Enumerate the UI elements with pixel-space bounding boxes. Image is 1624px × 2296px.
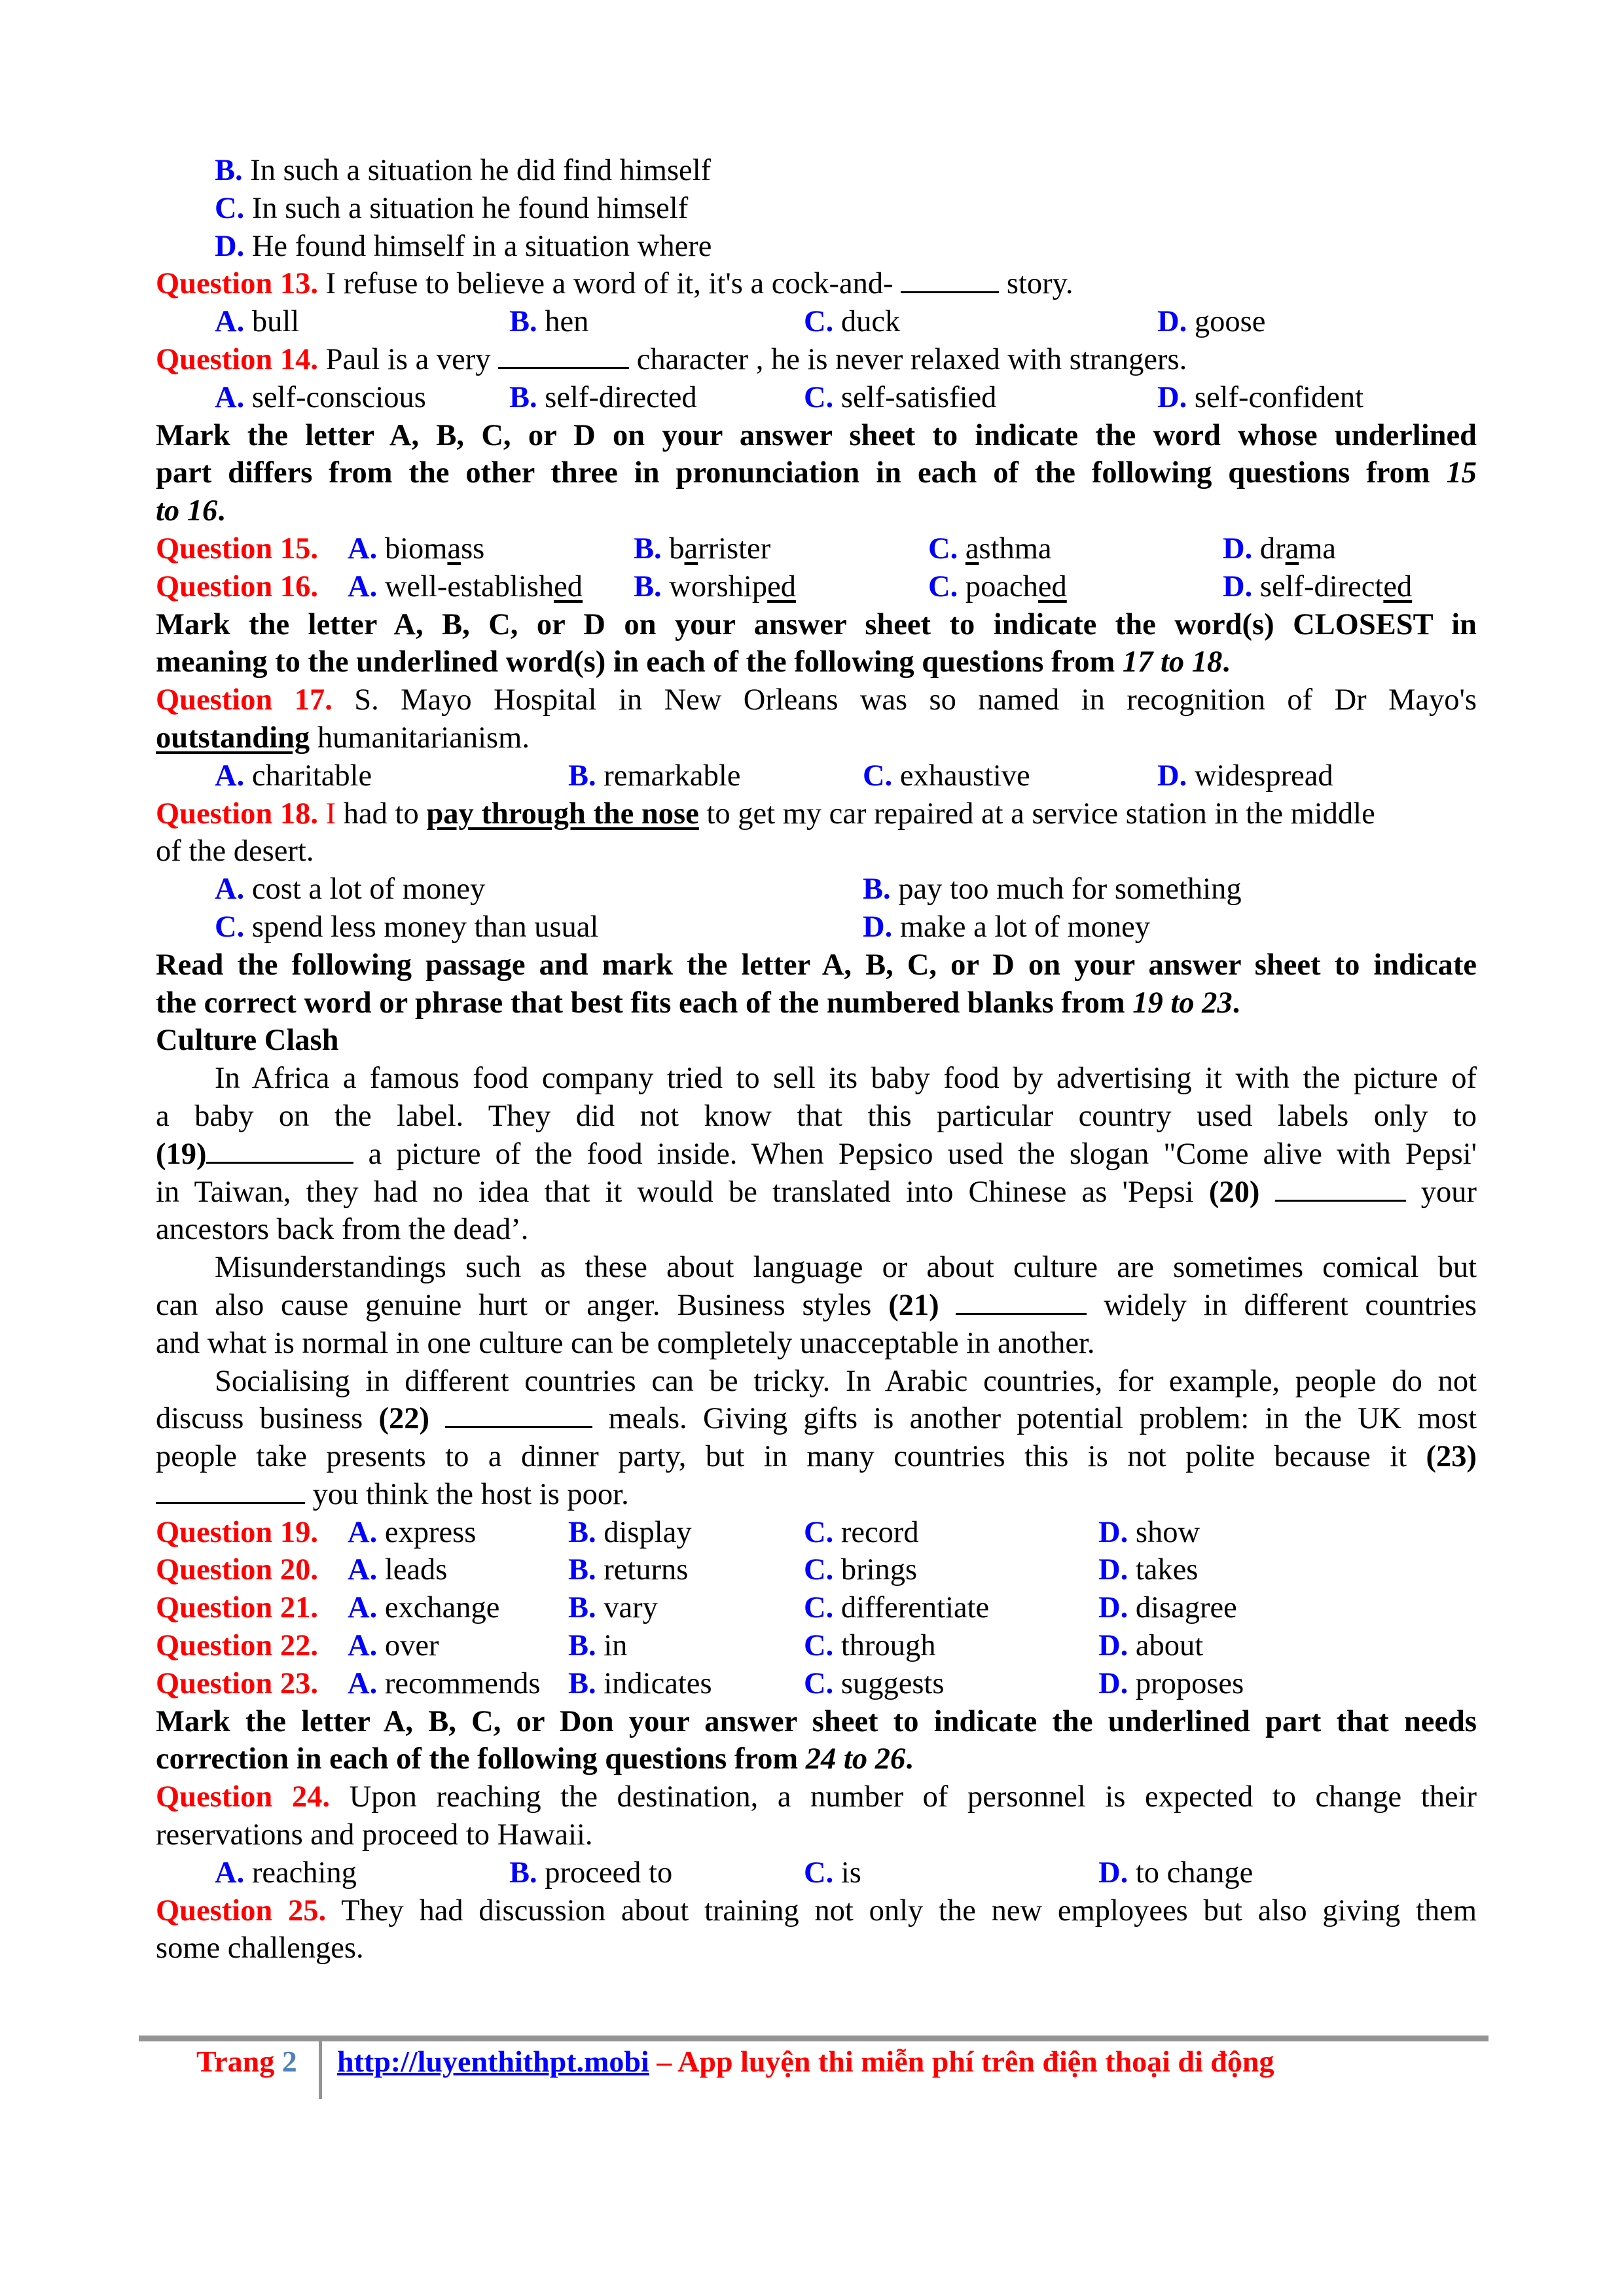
option-text: ma: [1299, 531, 1337, 565]
option-text: worship: [661, 569, 768, 603]
instruction-correction-line1: Mark the letter A, B, C, or Don your answer sheet to indicate the underlined part that needs: [156, 1704, 1477, 1738]
question-label: Question 19.: [156, 1515, 319, 1549]
footer-tagline: – App luyện thi miễn phí trên điện thoại di động: [649, 2045, 1274, 2078]
option-letter: C.: [928, 531, 958, 565]
option-text: self-conscious: [244, 380, 426, 414]
option-c: [804, 1854, 861, 1892]
option-text: ss: [461, 531, 485, 565]
option-text: bull: [244, 305, 300, 339]
option-letter: A.: [348, 1591, 378, 1625]
option-text: vary: [596, 1591, 658, 1625]
option-text: hen: [537, 305, 589, 339]
option-letter: C.: [215, 191, 245, 225]
question-16: [156, 568, 1477, 606]
option-text: well-establish: [377, 569, 554, 603]
instruction-range: 19 to 23: [1132, 986, 1233, 1020]
question-label: Question 23.: [156, 1666, 319, 1700]
option-letter: D.: [1157, 305, 1187, 339]
option-letter: C.: [215, 910, 245, 944]
instruction-range: 17 to 18: [1122, 645, 1223, 679]
option-text: self-confident: [1187, 380, 1364, 414]
option-b: [509, 379, 697, 417]
question-text: story.: [999, 267, 1074, 301]
option-text: differentiate: [833, 1591, 990, 1625]
passage-p1-line3: [156, 1136, 1477, 1174]
underlined-part: ed: [767, 569, 796, 603]
option-text: express: [377, 1515, 477, 1549]
question-label: Question 20.: [156, 1553, 319, 1587]
option-letter: B.: [634, 569, 662, 603]
instruction-text: .: [1222, 645, 1230, 679]
underlined-part: a: [684, 531, 698, 565]
option-b: [634, 530, 770, 568]
passage-text: in Taiwan, they had no idea that it would be translated into Chinese as 'Pepsi: [156, 1175, 1209, 1209]
passage-text: your: [1405, 1175, 1477, 1209]
option-letter: C.: [804, 305, 834, 339]
option-letter: C.: [804, 380, 834, 414]
option-c: [804, 1514, 919, 1552]
passage-p3-line2: [156, 1400, 1477, 1438]
question-text: Paul is a very: [318, 342, 499, 376]
passage-p1-line1: In Africa a famous food company tried to sell its baby food by advertising it with the picture of: [215, 1062, 1477, 1096]
instruction-pronunciation-line2: [156, 454, 1477, 492]
option-text: is: [833, 1856, 861, 1890]
option-c: [928, 568, 1067, 606]
option-a: [215, 757, 372, 795]
option-letter: D.: [1157, 380, 1187, 414]
question-17-line1: [156, 681, 1477, 719]
instruction-range: 24 to 26: [805, 1742, 906, 1776]
option-d: [1098, 1627, 1203, 1665]
passage-title: Culture Clash: [156, 1024, 339, 1058]
option-c: [804, 379, 996, 417]
underlined-part: a: [1285, 531, 1299, 565]
option-c: [215, 908, 598, 946]
question-22: [156, 1627, 1477, 1665]
question-14-options: [156, 379, 1477, 417]
option-letter: D.: [1098, 1666, 1128, 1700]
option-c: [804, 1589, 989, 1627]
answer-blank: [156, 1476, 305, 1504]
question-text: They had discussion about training not only the new employees but also giving them: [326, 1893, 1477, 1928]
question-24-line1: [156, 1778, 1477, 1816]
instruction-text: meaning to the underlined word(s) in each of the following questions from: [156, 645, 1123, 679]
option-b: [568, 1551, 688, 1589]
question-text: I: [318, 797, 336, 831]
option-d: [1223, 530, 1336, 568]
option-c: [804, 1665, 944, 1703]
option-b: [568, 1514, 692, 1552]
option-letter: B.: [568, 1553, 596, 1587]
question-text: had to: [336, 797, 427, 831]
option-letter: D.: [1098, 1856, 1128, 1890]
option-text: over: [377, 1629, 439, 1663]
question-18-options-row2: [156, 908, 1477, 946]
option-letter: C.: [863, 759, 893, 793]
question-label: Question 14.: [156, 342, 319, 376]
option-text: In such a situation he did find himself: [250, 154, 712, 187]
option-letter: C.: [928, 569, 958, 603]
question-24-options: [156, 1854, 1477, 1892]
option-letter: B.: [568, 759, 596, 793]
option-letter: C.: [804, 1591, 834, 1625]
option-letter: D.: [1098, 1515, 1128, 1549]
option-c: [804, 1551, 917, 1589]
underlined-phrase: pay through the nose: [426, 797, 699, 831]
option-a: [348, 1665, 540, 1703]
option-text: returns: [596, 1553, 689, 1587]
question-17-line2: [156, 719, 1477, 757]
option-letter: B.: [863, 872, 891, 906]
option-letter: B.: [509, 380, 537, 414]
option-text: display: [596, 1515, 692, 1549]
option-a: [215, 1854, 357, 1892]
underlined-part: a: [447, 531, 461, 565]
instruction-text: correction in each of the following questions from: [156, 1742, 806, 1776]
blank-number: (21): [888, 1288, 939, 1322]
footer-link-line: [337, 2043, 1274, 2080]
q12-option-c: [156, 190, 1477, 228]
question-label: Question 16.: [156, 569, 319, 603]
option-text: dr: [1252, 531, 1286, 565]
option-text: b: [661, 531, 685, 565]
passage-p3-line1: Socialising in different countries can be tricky. In Arabic countries, for example, people do not: [215, 1364, 1477, 1398]
option-d: [1098, 1854, 1253, 1892]
question-text: I refuse to believe a word of it, it's a cock-and-: [318, 267, 901, 301]
option-letter: C.: [804, 1629, 834, 1663]
underlined-part: ed: [554, 569, 583, 603]
option-letter: C.: [804, 1856, 834, 1890]
option-text: leads: [377, 1553, 448, 1587]
option-text: duck: [833, 305, 901, 339]
answer-blank: [901, 265, 999, 293]
question-label: Question 13.: [156, 267, 319, 301]
option-letter: D.: [215, 229, 245, 263]
passage-p1-line4: [156, 1174, 1477, 1211]
option-text: widespread: [1187, 759, 1333, 793]
blank-number: (20): [1208, 1175, 1260, 1209]
instruction-text: .: [905, 1742, 913, 1776]
option-letter: B.: [568, 1666, 596, 1700]
question-18-line1: [156, 795, 1477, 833]
question-label: Question 21.: [156, 1591, 319, 1625]
instruction-text: .: [1232, 986, 1240, 1020]
question-25-line1: [156, 1892, 1477, 1930]
question-label: Question 22.: [156, 1629, 319, 1663]
option-a: [348, 530, 484, 568]
question-label: Question 24.: [156, 1780, 330, 1814]
passage-text: can also cause genuine hurt or anger. Business styles: [156, 1288, 889, 1322]
question-text: to get my car repaired at a service station in the middle: [698, 797, 1375, 831]
q12-option-d: [156, 228, 1477, 266]
q12-option-b: [156, 152, 1477, 190]
question-18-options-row1: [156, 870, 1477, 908]
option-letter: C.: [804, 1666, 834, 1700]
option-text: disagree: [1128, 1591, 1237, 1625]
option-text: takes: [1128, 1553, 1199, 1587]
option-text: exchange: [377, 1591, 500, 1625]
option-d: [1157, 757, 1333, 795]
option-text: reaching: [244, 1856, 357, 1890]
question-label: Question 25.: [156, 1893, 327, 1928]
option-text: indicates: [596, 1666, 712, 1700]
website-link[interactable]: http://luyenthithpt.mobi: [337, 2045, 649, 2078]
question-text: character , he is never relaxed with strangers.: [629, 342, 1187, 376]
option-letter: A.: [348, 1629, 378, 1663]
option-d: [1098, 1589, 1237, 1627]
instruction-text: part differs from the other three in pronunciation in each of the following questions from: [156, 456, 1447, 490]
question-14: [156, 341, 1477, 379]
passage-p1-line2: a baby on the label. They did not know that this particular country used labels only to: [156, 1099, 1477, 1133]
instruction-pronunciation-line3: [156, 492, 1477, 530]
option-text: self-directed: [537, 380, 697, 414]
passage-p3-line4: [156, 1476, 1477, 1514]
option-b: [634, 568, 796, 606]
option-text: exhaustive: [892, 759, 1030, 793]
exam-page: [156, 152, 1477, 1967]
option-text: recommends: [377, 1666, 541, 1700]
option-letter: B.: [509, 305, 537, 339]
option-d: [1098, 1551, 1198, 1589]
question-13-options: [156, 303, 1477, 341]
option-text: self-satisfied: [833, 380, 997, 414]
option-a: [215, 379, 426, 417]
option-letter: A.: [348, 1666, 378, 1700]
passage-text: discuss business: [156, 1402, 379, 1436]
option-letter: D.: [1098, 1553, 1128, 1587]
passage-text: you think the host is poor.: [305, 1477, 629, 1511]
underlined-part: a: [965, 531, 979, 565]
option-text: self-direct: [1252, 569, 1384, 603]
option-text: remarkable: [596, 759, 741, 793]
option-letter: D.: [1223, 531, 1253, 565]
footer-vertical-divider: [319, 2041, 322, 2099]
question-15: [156, 530, 1477, 568]
blank-number: (22): [378, 1402, 429, 1436]
option-b: [568, 1627, 627, 1665]
passage-text: a picture of the food inside. When Pepsico used the slogan "Come alive with Pepsi': [353, 1137, 1477, 1171]
passage-p1-line5: ancestors back from the dead’.: [156, 1213, 529, 1247]
footer-page-label: [196, 2043, 297, 2080]
passage-text: meals. Giving gifts is another potential problem: in the UK most: [592, 1402, 1477, 1436]
question-21: [156, 1589, 1477, 1627]
option-text: brings: [833, 1553, 918, 1587]
instruction-text: the correct word or phrase that best fits each of the numbered blanks from: [156, 986, 1133, 1020]
option-text: cost a lot of money: [244, 872, 486, 906]
underlined-part: ed: [1038, 569, 1067, 603]
option-letter: D.: [1098, 1629, 1128, 1663]
option-text: through: [833, 1629, 936, 1663]
option-c: [863, 757, 1030, 795]
question-25-line2: some challenges.: [156, 1931, 364, 1965]
instruction-passage-line1: Read the following passage and mark the letter A, B, C, or D on your answer sheet to indicate: [156, 948, 1477, 982]
passage-p2-line1: Misunderstandings such as these about language or about culture are sometimes comical but: [215, 1251, 1477, 1285]
option-text: in: [596, 1629, 628, 1663]
option-letter: B.: [568, 1591, 596, 1625]
option-letter: A.: [215, 1856, 245, 1890]
option-text: rrister: [698, 531, 771, 565]
question-24-line2: reservations and proceed to Hawaii.: [156, 1818, 593, 1852]
option-a: [215, 870, 485, 908]
footer-divider: [139, 2036, 1489, 2041]
option-text: about: [1128, 1629, 1204, 1663]
question-label: Question 17.: [156, 683, 333, 717]
passage-p2-line3: and what is normal in one culture can be completely unacceptable in another.: [156, 1326, 1095, 1360]
instruction-passage-line2: [156, 984, 1477, 1022]
option-b: [568, 1589, 658, 1627]
option-b: [568, 757, 740, 795]
passage-p3-line3: [156, 1438, 1477, 1476]
question-text: humanitarianism.: [310, 721, 530, 755]
option-d: [1223, 568, 1412, 606]
option-c: [928, 530, 1052, 568]
question-17-options: [156, 757, 1477, 795]
question-13: [156, 265, 1477, 303]
instruction-text: .: [217, 494, 225, 528]
option-letter: A.: [215, 305, 245, 339]
option-text: charitable: [244, 759, 372, 793]
question-23: [156, 1665, 1477, 1703]
answer-blank: [1275, 1174, 1406, 1202]
option-letter: D.: [1157, 759, 1187, 793]
option-letter: D.: [1098, 1591, 1128, 1625]
question-label: Question 15.: [156, 531, 319, 565]
question-text: S. Mayo Hospital in New Orleans was so named in recognition of Dr Mayo's: [332, 683, 1477, 717]
option-text: poach: [958, 569, 1038, 603]
underlined-part: ed: [1383, 569, 1413, 603]
option-text: bio: [377, 531, 424, 565]
answer-blank: [445, 1400, 592, 1428]
page-label-text: Trang: [196, 2045, 282, 2078]
option-text: goose: [1187, 305, 1266, 339]
option-c: [804, 1627, 936, 1665]
option-text: In such a situation he found himself: [251, 191, 689, 225]
question-18-line2: of the desert.: [156, 834, 314, 869]
option-letter: B.: [568, 1629, 596, 1663]
option-d: [1098, 1665, 1244, 1703]
instruction-range: 15: [1446, 456, 1477, 490]
option-text: make a lot of money: [892, 910, 1151, 944]
option-a: [215, 303, 299, 341]
option-text: m: [424, 531, 448, 565]
option-text: proposes: [1128, 1666, 1244, 1700]
option-b: [509, 1854, 672, 1892]
option-a: [348, 568, 583, 606]
option-a: [348, 1514, 476, 1552]
instruction-correction-line2: [156, 1740, 1477, 1778]
option-text: proceed to: [537, 1856, 673, 1890]
instruction-range: to 16: [156, 494, 218, 528]
option-text: [958, 532, 965, 565]
underlined-phrase: outstanding: [156, 721, 310, 755]
option-b: [863, 870, 1242, 908]
instruction-closest-line2: [156, 643, 1477, 681]
option-letter: D.: [863, 910, 893, 944]
option-letter: C.: [804, 1515, 834, 1549]
blank-number: (19): [156, 1137, 207, 1171]
instruction-closest-line1: Mark the letter A, B, C, or D on your answer sheet to indicate the word(s) CLOSEST in: [156, 607, 1477, 641]
option-letter: A.: [348, 569, 378, 603]
option-text: to change: [1128, 1856, 1254, 1890]
question-19: [156, 1514, 1477, 1552]
option-letter: A.: [215, 872, 245, 906]
option-text: show: [1128, 1515, 1200, 1549]
option-b: [568, 1665, 712, 1703]
passage-text: people take presents to a dinner party, but in many countries this is not polite because it: [156, 1440, 1426, 1474]
option-c: [804, 303, 900, 341]
option-text: spend less money than usual: [244, 910, 599, 944]
option-d: [1157, 379, 1363, 417]
option-text: He found himself in a situation where: [251, 229, 712, 263]
option-letter: A.: [215, 759, 245, 793]
option-letter: B.: [509, 1856, 537, 1890]
question-text: Upon reaching the destination, a number of personnel is expected to change their: [330, 1780, 1477, 1814]
instruction-pronunciation-line1: Mark the letter A, B, C, or D on your answer sheet to indicate the word whose underlined: [156, 418, 1477, 452]
question-20: [156, 1551, 1477, 1589]
passage-text: widely in different countries: [1087, 1288, 1477, 1322]
option-letter: C.: [804, 1553, 834, 1587]
option-text: record: [833, 1515, 919, 1549]
option-letter: B.: [634, 531, 662, 565]
option-b: [509, 303, 588, 341]
option-d: [1098, 1514, 1200, 1552]
option-a: [348, 1589, 499, 1627]
option-letter: A.: [348, 1553, 378, 1587]
option-text: pay too much for something: [890, 872, 1242, 906]
answer-blank: [206, 1136, 353, 1164]
option-text: sthma: [979, 531, 1052, 565]
option-a: [348, 1551, 447, 1589]
passage-p2-line2: [156, 1287, 1477, 1325]
option-d: [1157, 303, 1265, 341]
answer-blank: [956, 1287, 1087, 1315]
option-text: suggests: [833, 1666, 945, 1700]
option-letter: A.: [215, 380, 245, 414]
blank-number: (23): [1426, 1440, 1477, 1474]
option-letter: A.: [348, 531, 378, 565]
option-d: [863, 908, 1150, 946]
answer-blank: [498, 341, 629, 369]
page-number: 2: [281, 2045, 297, 2078]
option-letter: D.: [1223, 569, 1253, 603]
option-letter: B.: [215, 154, 243, 187]
question-label: Question 18.: [156, 797, 319, 831]
option-a: [348, 1627, 439, 1665]
option-letter: A.: [348, 1515, 378, 1549]
option-letter: B.: [568, 1515, 596, 1549]
